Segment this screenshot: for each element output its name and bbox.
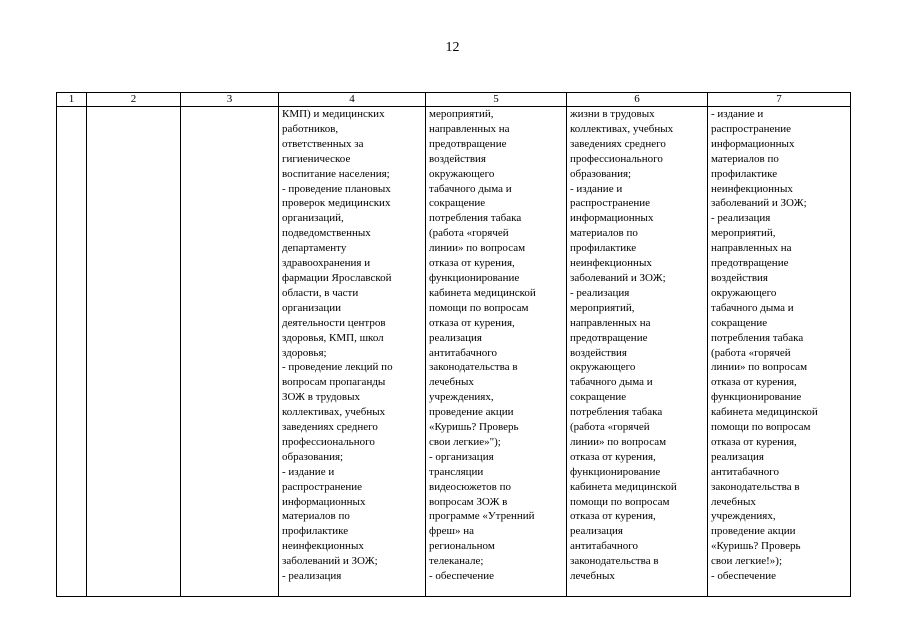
table-cell-col6: жизни в трудовых коллективах, учебных заведениях среднего профессионального образования; - издание и распространение информационных материалов по профилактике неинфекционных заболеваний и ЗОЖ; - реализация мероприятий, направленных на предотвращение воздействия окружающего табачного дыма и сокращение потребления табака (работа «горячей линии» по вопросам отказа от курения, функционирование кабинета медицинской помощи по вопросам отказа от курения, реализация антитабачного законодательства в лечебных [567,107,708,597]
table-cell-col7: - издание и распространение информационных материалов по профилактике неинфекционных заболеваний и ЗОЖ; - реализация мероприятий, направленных на предотвращение воздействия окружающего табачного дыма и сокращение потребления табака (работа «горячей линии» по вопросам отказа от курения, функционирование кабинета медицинской помощи по вопросам отказа от курения, реализация антитабачного законодательства в лечебных учреждениях, проведение акции «Куришь? Проверь свои легкие!»); - обеспечение [708,107,851,597]
column-header: 5 [426,93,567,107]
column-header: 7 [708,93,851,107]
column-header: 4 [279,93,426,107]
table-cell-col5: мероприятий, направленных на предотвращение воздействия окружающего табачного дыма и сокращение потребления табака (работа «горячей линии» по вопросам отказа от курения, функционирование кабинета медицинской помощи по вопросам отказа от курения, реализация антитабачного законодательства в лечебных учреждениях, проведение акции «Куришь? Проверь свои легкие»"); - организация трансляции видеосюжетов по вопросам ЗОЖ в программе «Утренний фреш» на региональном телеканале; - обеспечение [426,107,567,597]
column-header: 3 [181,93,279,107]
table-row [57,107,851,597]
document-table [56,92,851,597]
column-header: 6 [567,93,708,107]
column-header: 2 [87,93,181,107]
table-cell-col2 [87,107,181,597]
table-cell-col1 [57,107,87,597]
table-cell-col3 [181,107,279,597]
page-number: 12 [445,40,460,55]
table-header-row [57,93,851,107]
table-cell-col4: КМП) и медицинских работников, ответственных за гигиеническое воспитание населения; - проведение плановых проверок медицинских организаций, подведомственных департаменту здравоохранения и фармации Ярославской области, в части организации деятельности центров здоровья, КМП, школ здоровья; - проведение лекций по вопросам пропаганды ЗОЖ в трудовых коллективах, учебных заведениях среднего профессионального образования; - издание и распространение информационных материалов по профилактике неинфекционных заболеваний и ЗОЖ; - реализация [279,107,426,597]
column-header: 1 [57,93,87,107]
